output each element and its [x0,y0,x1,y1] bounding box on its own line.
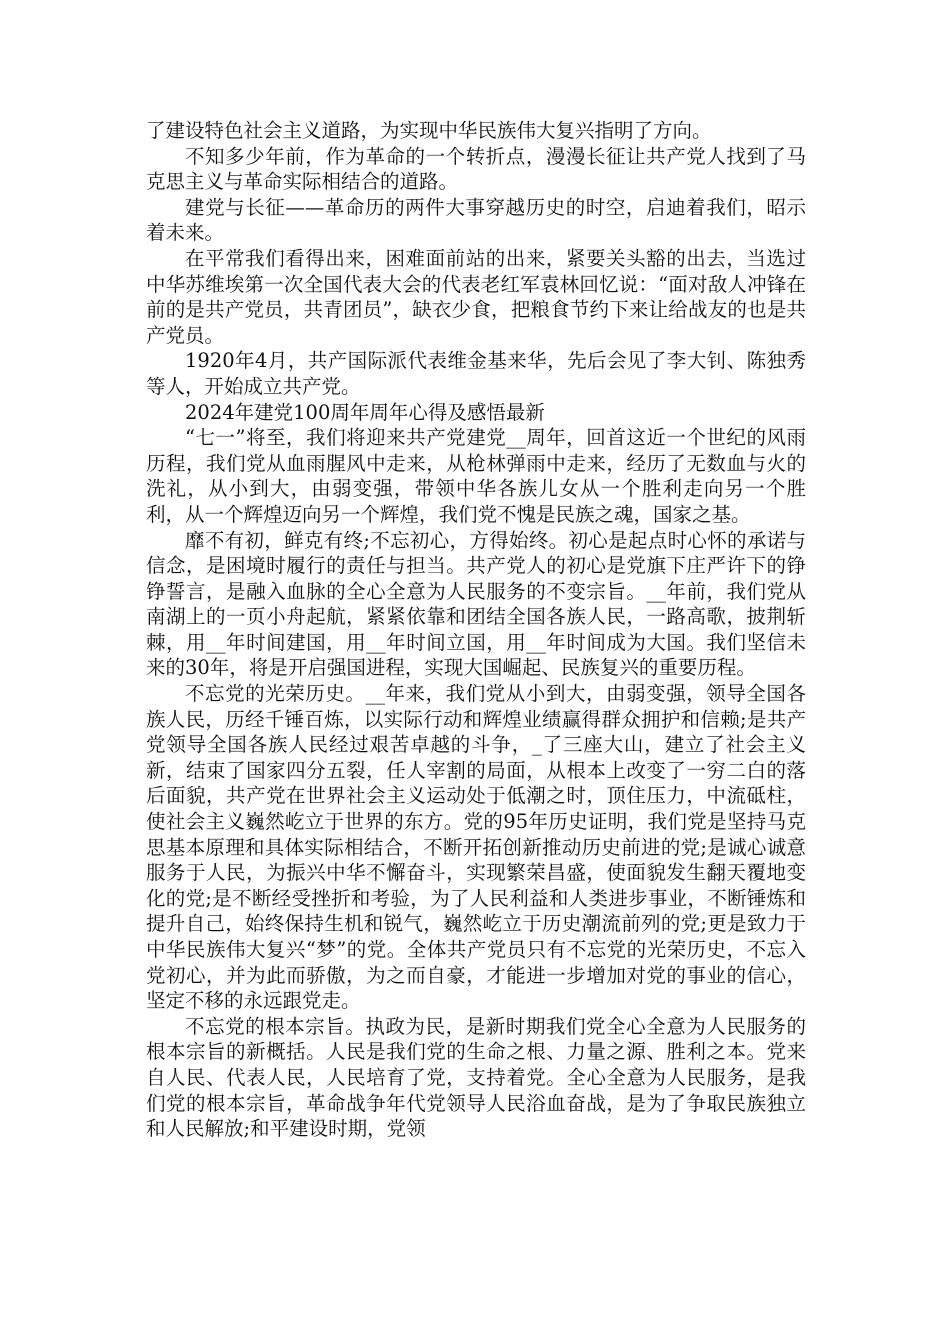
paragraph-veteran-recollection: 在平常我们看得出来，困难面前站的出来，紧要关头豁的出去，当选过中华苏维埃第一次全国代表大会的代表老红军袁林回忆说：“面对敌人冲锋在前的是共产党员，共青团员”，缺衣少食，把粮食节约下来让给战友的也是共产党员。 [146,246,806,347]
paragraph-july-first: “七一”将至，我们将迎来共产党建党__周年，回首这近一个世纪的风雨历程，我们党从血雨腥风中走来，从枪林弹雨中走来，经历了无数血与火的洗礼，从小到大，由弱变强，带领中华各族儿女从一个胜利走向另一个胜利，从一个辉煌迈向另一个辉煌，我们党不愧是民族之魂，国家之基。 [146,426,806,526]
paragraph-founding-and-march: 建党与长征——革命历的两件大事穿越历史的时空，启迪着我们，昭示着未来。 [146,195,806,245]
paragraph-long-march: 不知多少年前，作为革命的一个转折点，漫漫长征让共产党人找到了马克思主义与革命实际相结合的道路。 [146,144,806,194]
paragraph-1920-history: 1920年4月，共产国际派代表维金基来华，先后会见了李大钊、陈独秀等人，开始成立共产党。 [146,349,806,398]
paragraph-original-aspiration: 靡不有初，鲜克有终;不忘初心，方得始终。初心是起点时心怀的承诺与信念，是困境时履行的责任与担当。共产党人的初心是党旗下庄严许下的铮铮誓言，是融入血脉的全心全意为人民服务的不变宗旨。__年前，我们党从南湖上的一页小舟起航，紧紧依靠和团结全国各族人民，一路高歌，披荆斩棘，用__年时间建国，用__年时间立国，用__年时间成为大国。我们坚信未来的30年，将是开启强国进程，实现大国崛起、民族复兴的重要历程。 [146,528,806,680]
section-title: 2024年建党100周年周年心得及感悟最新 [185,400,545,424]
document-body [146,118,806,1142]
paragraph-fundamental-purpose: 不忘党的根本宗旨。执政为民，是新时期我们党全心全意为人民服务的根本宗旨的新概括。人民是我们党的生命之根、力量之源、胜利之本。党来自人民、代表人民，人民培育了党，支持着党。全心全意为人民服务，是我们党的根本宗旨，革命战争年代党领导人民浴血奋战，是为了争取民族独立和人民解放;和平建设时期，党领 [146,1014,806,1141]
paragraph-glorious-history: 不忘党的光荣历史。__年来，我们党从小到大，由弱变强，领导全国各族人民，历经千锤百炼，以实际行动和辉煌业绩赢得群众拥护和信赖;是共产党领导全国各族人民经过艰苦卓越的斗争，_了三座大山，建立了社会主义新，结束了国家四分五裂，任人宰割的局面，从根本上改变了一穷二白的落后面貌，共产党在世界社会主义运动处于低潮之时，顶住压力，中流砥柱，使社会主义巍然屹立于世界的东方。党的95年历史证明，我们党是坚持马克思基本原理和具体实际相结合，不断开拓创新推动历史前进的党;是诚心诚意服务于人民，为振兴中华不懈奋斗，实现繁荣昌盛，使面貌发生翻天覆地变化的党;是不断经受挫折和考验，为了人民利益和人类进步事业，不断锤炼和提升自己，始终保持生机和锐气，巍然屹立于历史潮流前列的党;更是致力于中华民族伟大复兴“梦”的党。全体共产党员只有不忘党的光荣历史，不忘入党初心，并为此而骄傲，为之而自豪，才能进一步增加对党的事业的信心，坚定不移的永远跟党走。 [146,682,806,1013]
paragraph-continuation: 了建设特色社会主义道路，为实现中华民族伟大复兴指明了方向。 [146,119,712,142]
